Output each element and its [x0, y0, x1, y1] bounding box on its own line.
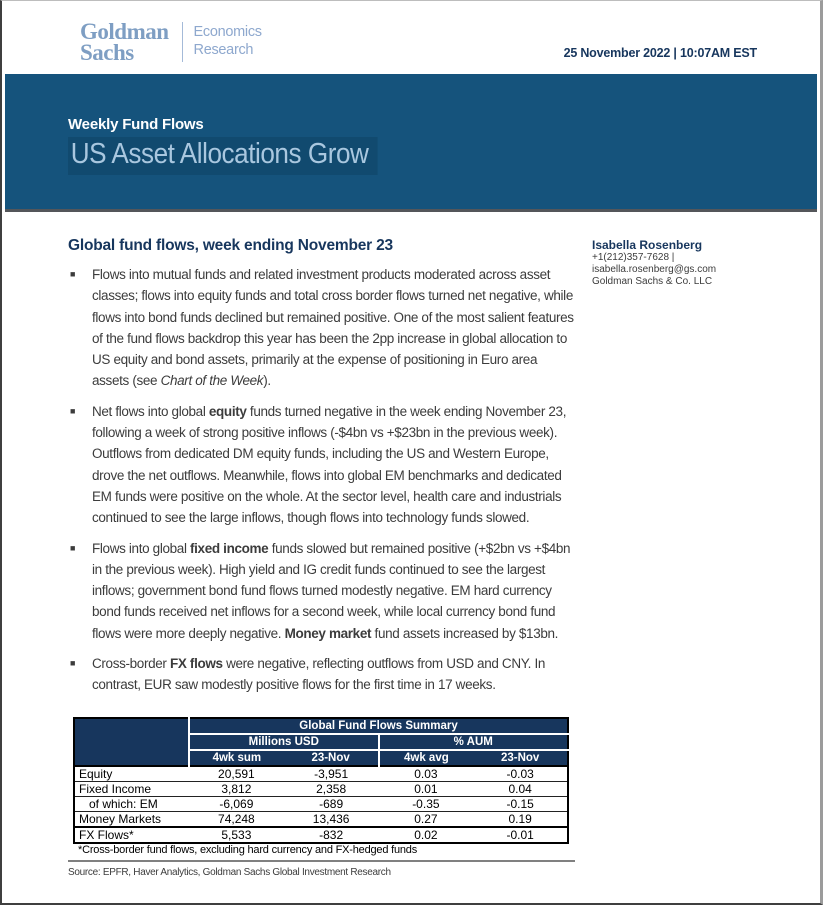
col-header-23nov-usd: 23-Nov — [284, 750, 379, 766]
table-row — [74, 782, 568, 797]
row-label: of which: EM — [74, 797, 189, 812]
logo-line2: Sachs — [80, 40, 134, 65]
cell-value: 0.19 — [473, 812, 568, 828]
col-header-4wk-sum: 4wk sum — [189, 750, 284, 766]
cell-value: 0.27 — [379, 812, 474, 828]
cell-value: 2,358 — [284, 782, 379, 797]
bullet-text: Cross-border FX flows were negative, reflecting outflows from USD and CNY. In contrast, EUR saw modestly positive flows for the first time in 17 weeks. — [92, 656, 545, 693]
divider-rule — [68, 860, 575, 862]
cell-value: 13,436 — [284, 812, 379, 828]
row-label: Fixed Income — [74, 782, 189, 797]
bullet-text: Net flows into global equity funds turned negative in the week ending November 23, following a week of strong positive inflows (-$4bn vs +$23bn in the previous week). Outflows from dedicated DM equity funds, including the US and Western Europe, drove the net outflows. Meanwhile, flows into global EM benchmarks and dedicated EM funds were positive on the whole. At the sector level, health care and industrials continued to see the large inflows, though flows into technology funds slowed. — [92, 403, 567, 526]
table-title: Global Fund Flows Summary — [189, 718, 568, 734]
col-header-4wk-avg: 4wk avg — [379, 750, 474, 766]
cell-value: 5,533 — [189, 827, 284, 843]
report-series-title: Weekly Fund Flows — [68, 116, 204, 133]
logo-line1: Goldman — [80, 19, 169, 44]
bullet-list — [68, 264, 576, 696]
cell-value: -0.35 — [379, 797, 474, 812]
list-item — [68, 653, 576, 696]
cell-value: -0.01 — [473, 827, 568, 843]
author-block — [592, 238, 762, 288]
group-header-millions-usd: Millions USD — [189, 734, 379, 750]
source-line: Source: EPFR, Haver Analytics, Goldman Sachs Global Investment Research — [68, 867, 391, 878]
author-name: Isabella Rosenberg — [592, 238, 703, 252]
list-item — [68, 264, 576, 392]
bullet-square-icon: ■ — [70, 405, 76, 416]
col-header-23nov-aum: 23-Nov — [473, 750, 568, 766]
table-row — [74, 766, 568, 782]
goldman-sachs-logo — [80, 21, 262, 63]
bullet-square-icon: ■ — [70, 542, 76, 553]
table-header — [74, 718, 568, 766]
author-firm: Goldman Sachs & Co. LLC — [592, 276, 713, 287]
logo-divider — [182, 22, 183, 62]
row-label: Equity — [74, 766, 189, 782]
table-row — [74, 812, 568, 828]
cell-value: 20,591 — [189, 766, 284, 782]
row-label: FX Flows* — [74, 827, 189, 843]
table-row — [74, 827, 568, 843]
division-line2: Research — [193, 42, 254, 58]
cell-value: 0.02 — [379, 827, 474, 843]
cell-value: 74,248 — [189, 812, 284, 828]
cell-value: -0.15 — [473, 797, 568, 812]
author-email: isabella.rosenberg@gs.com — [592, 264, 717, 275]
fund-flows-summary-table — [73, 717, 569, 844]
table-row — [74, 797, 568, 812]
report-title: US Asset Allocations Grow — [68, 137, 377, 175]
list-item — [68, 401, 576, 529]
cell-value: 0.03 — [379, 766, 474, 782]
cell-value: -3,951 — [284, 766, 379, 782]
article-body — [68, 237, 760, 696]
title-banner — [5, 74, 817, 212]
table-footnote: *Cross-border fund flows, excluding hard currency and FX-hedged funds — [78, 844, 418, 856]
publication-datetime: 25 November 2022 | 10:07AM EST — [563, 46, 757, 60]
logo-wordmark — [80, 21, 169, 63]
bullet-square-icon: ■ — [70, 658, 76, 669]
table-corner-cell — [74, 718, 189, 766]
section-heading: Global fund flows, week ending November 23 — [68, 237, 393, 254]
masthead — [2, 1, 820, 74]
division-label — [194, 23, 262, 59]
cell-value: -6,069 — [189, 797, 284, 812]
author-phone: +1(212)357-7628 | — [592, 252, 675, 263]
table-body — [74, 766, 568, 843]
cell-value: -689 — [284, 797, 379, 812]
cell-value: 0.04 — [473, 782, 568, 797]
list-item — [68, 538, 576, 644]
bullet-text: Flows into mutual funds and related investment products moderated across asset classes; flows into equity funds and total cross border flows turned net negative, while flows into bond funds declined but remained positive. One of the most salient features of the fund flows backdrop this year has been the 2pp increase in global allocation to US equity and bond assets, primarily at the expense of positioning in Euro area assets (see Chart of the Week). — [92, 267, 574, 389]
cell-value: -832 — [284, 827, 379, 843]
bullet-text: Flows into global fixed income funds slowed but remained positive (+$2bn vs +$4bn in the previous week). High yield and IG credit funds continued to see the largest inflows; government bond fund flows turned modestly negative. EM hard currency bond funds received net inflows for a second week, while local currency bond fund flows were more deeply negative. Money market fund assets increased by $13bn. — [92, 540, 571, 641]
row-label: Money Markets — [74, 812, 189, 828]
division-line1: Economics — [193, 24, 262, 40]
cell-value: -0.03 — [473, 766, 568, 782]
group-header-pct-aum: % AUM — [379, 734, 569, 750]
cell-value: 0.01 — [379, 782, 474, 797]
bullet-square-icon: ■ — [70, 269, 76, 279]
cell-value: 3,812 — [189, 782, 284, 797]
